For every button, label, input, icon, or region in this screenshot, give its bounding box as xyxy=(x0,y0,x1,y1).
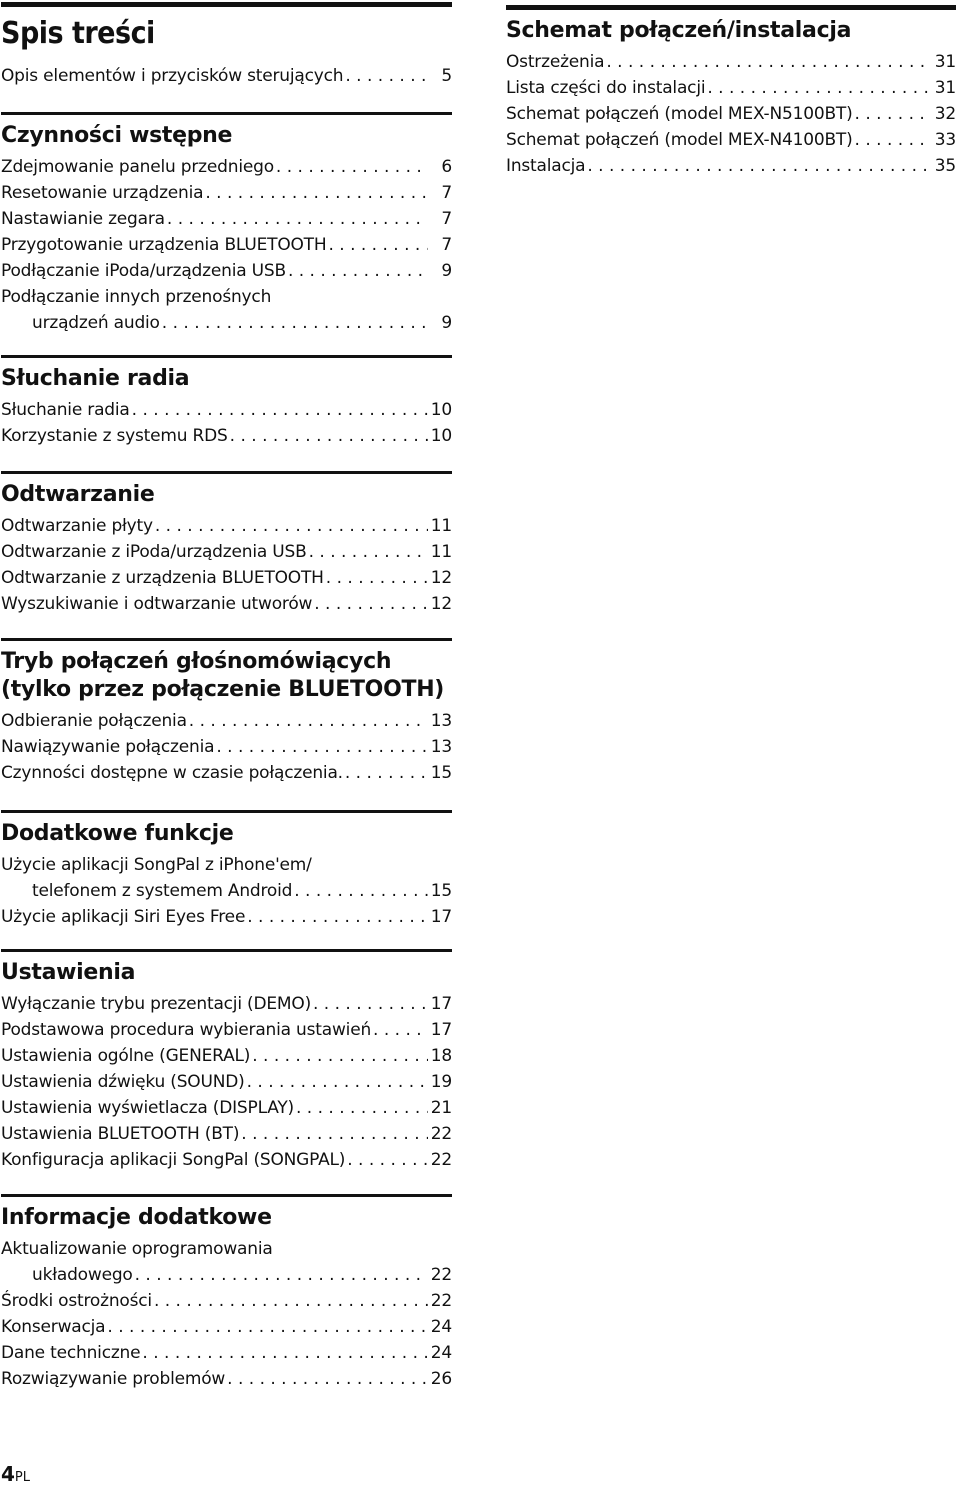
entry-title: Ustawienia ogólne (GENERAL) xyxy=(1,1046,251,1066)
entry-page: 17 xyxy=(430,907,452,927)
section-heading: Ustawienia xyxy=(1,960,136,985)
entry-page: 13 xyxy=(430,737,452,757)
section-heading: Odtwarzanie xyxy=(1,482,155,507)
entry-title: Konserwacja xyxy=(1,1317,106,1337)
entry-page: 6 xyxy=(441,157,452,177)
entry-page: 32 xyxy=(934,104,956,124)
toc-entry[interactable] xyxy=(1,591,452,617)
entry-page: 33 xyxy=(934,130,956,150)
entry-page: 9 xyxy=(441,261,452,281)
toc-entry[interactable] xyxy=(506,101,956,127)
toc-title: Spis treści xyxy=(1,16,155,51)
entry-title: Wyłączanie trybu prezentacji (DEMO) xyxy=(1,994,311,1014)
toc-entry[interactable] xyxy=(506,75,956,101)
entry-page: 11 xyxy=(430,542,452,562)
toc-entry[interactable] xyxy=(1,539,452,565)
toc-entry[interactable] xyxy=(1,878,452,904)
entry-title: Ustawienia wyświetlacza (DISPLAY) xyxy=(1,1098,294,1118)
entry-title: Ustawienia BLUETOOTH (BT) xyxy=(1,1124,240,1144)
toc-entry[interactable] xyxy=(1,1366,452,1392)
toc-entry[interactable] xyxy=(1,734,452,760)
entry-title-line2: urządzeń audio xyxy=(32,313,160,333)
toc-entry[interactable] xyxy=(1,1017,452,1043)
toc-entry[interactable] xyxy=(506,153,956,179)
entry-title: Korzystanie z systemu RDS xyxy=(1,426,228,446)
entry-title: Użycie aplikacji Siri Eyes Free xyxy=(1,907,246,927)
entry-title: Czynności dostępne w czasie połączenia. xyxy=(1,763,343,783)
entry-page: 17 xyxy=(430,994,452,1014)
entry-title: Słuchanie radia xyxy=(1,400,130,420)
entry-title: Nawiązywanie połączenia xyxy=(1,737,215,757)
toc-entry[interactable] xyxy=(1,63,452,89)
entry-page: 22 xyxy=(430,1150,452,1170)
toc-entry[interactable] xyxy=(1,708,452,734)
entry-page: 15 xyxy=(430,763,452,783)
toc-intro-section xyxy=(1,2,452,89)
toc-entry[interactable] xyxy=(506,49,956,75)
entry-page: 9 xyxy=(441,313,452,333)
entry-title: Odbieranie połączenia xyxy=(1,711,187,731)
section-heading: Informacje dodatkowe xyxy=(1,1205,272,1230)
section-dodatkowe xyxy=(1,810,452,930)
entry-page: 13 xyxy=(430,711,452,731)
entry-title: Zdejmowanie panelu przedniego xyxy=(1,157,274,177)
entry-page: 12 xyxy=(430,594,452,614)
language-code: PL xyxy=(14,1470,31,1485)
section-heading: Czynności wstępne xyxy=(1,123,233,148)
entry-page: 26 xyxy=(430,1369,452,1389)
entry-title-line1[interactable]: Aktualizowanie oprogramowania xyxy=(1,1239,273,1259)
entry-page: 10 xyxy=(430,426,452,446)
page-footer xyxy=(1,1462,30,1486)
toc-entry[interactable] xyxy=(1,904,452,930)
entry-title-line2: układowego xyxy=(32,1265,133,1285)
section-heading: Słuchanie radia xyxy=(1,366,190,391)
section-ustawienia xyxy=(1,949,452,1173)
toc-entry[interactable] xyxy=(1,1340,452,1366)
entry-page: 24 xyxy=(430,1343,452,1363)
entry-title: Środki ostrożności xyxy=(1,1291,152,1311)
entry-title: Ostrzeżenia xyxy=(506,52,605,72)
section-odtwarzanie xyxy=(1,471,452,617)
entry-page: 17 xyxy=(430,1020,452,1040)
section-schemat xyxy=(506,5,956,179)
entry-page: 35 xyxy=(934,156,956,176)
entry-title: Rozwiązywanie problemów xyxy=(1,1369,226,1389)
entry-title: Odtwarzanie płyty xyxy=(1,516,153,536)
toc-entry[interactable] xyxy=(1,1095,452,1121)
toc-entry[interactable] xyxy=(1,1121,452,1147)
entry-page: 21 xyxy=(430,1098,452,1118)
entry-page: 22 xyxy=(430,1124,452,1144)
entry-title: Schemat połączeń (model MEX-N5100BT) xyxy=(506,104,853,124)
toc-entry[interactable] xyxy=(1,232,452,258)
entry-page: 31 xyxy=(934,52,956,72)
toc-entry[interactable] xyxy=(1,180,452,206)
entry-page: 18 xyxy=(430,1046,452,1066)
entry-page: 31 xyxy=(934,78,956,98)
entry-title-line1[interactable]: Podłączanie innych przenośnych xyxy=(1,287,272,307)
toc-entry[interactable] xyxy=(1,991,452,1017)
entry-title: Odtwarzanie z iPoda/urządzenia USB xyxy=(1,542,307,562)
toc-entry[interactable] xyxy=(1,1314,452,1340)
entry-page: 11 xyxy=(430,516,452,536)
entry-page: 12 xyxy=(430,568,452,588)
entry-title: Dane techniczne xyxy=(1,1343,141,1363)
entry-page: 7 xyxy=(441,209,452,229)
toc-entry[interactable] xyxy=(1,513,452,539)
entry-title: Instalacja xyxy=(506,156,586,176)
toc-entry[interactable] xyxy=(1,423,452,449)
toc-entry[interactable] xyxy=(1,1147,452,1173)
entry-title: Resetowanie urządzenia xyxy=(1,183,204,203)
entry-title: Ustawienia dźwięku (SOUND) xyxy=(1,1072,245,1092)
entry-title: Schemat połączeń (model MEX-N4100BT) xyxy=(506,130,853,150)
toc-entry[interactable] xyxy=(1,397,452,423)
section-czynnosci xyxy=(1,112,452,336)
entry-page: 19 xyxy=(430,1072,452,1092)
section-heading-line2: (tylko przez połączenie BLUETOOTH) xyxy=(1,677,445,702)
page-number: 4 xyxy=(1,1462,15,1486)
section-heading: Schemat połączeń/instalacja xyxy=(506,18,852,43)
entry-title: Podłączanie iPoda/urządzenia USB xyxy=(1,261,286,281)
entry-title-line2: telefonem z systemem Android xyxy=(32,881,293,901)
entry-page: 5 xyxy=(441,66,452,86)
entry-page: 7 xyxy=(441,183,452,203)
entry-title: Opis elementów i przycisków sterujących xyxy=(1,66,344,86)
entry-page: 7 xyxy=(441,235,452,255)
entry-title: Nastawianie zegara xyxy=(1,209,165,229)
toc-entry[interactable] xyxy=(506,127,956,153)
section-radio xyxy=(1,355,452,449)
entry-title: Lista części do instalacji xyxy=(506,78,706,98)
toc-entry[interactable] xyxy=(1,154,452,180)
toc-entry[interactable] xyxy=(1,1288,452,1314)
toc-entry[interactable] xyxy=(1,760,452,786)
entry-title: Konfiguracja aplikacji SongPal (SONGPAL) xyxy=(1,1150,346,1170)
entry-page: 22 xyxy=(430,1265,452,1285)
entry-title: Odtwarzanie z urządzenia BLUETOOTH xyxy=(1,568,324,588)
section-heading: Tryb połączeń głośnomówiących xyxy=(1,649,392,674)
toc-entry[interactable] xyxy=(1,1262,452,1288)
entry-page: 15 xyxy=(430,881,452,901)
toc-entry[interactable] xyxy=(1,310,452,336)
entry-page: 24 xyxy=(430,1317,452,1337)
entry-page: 10 xyxy=(430,400,452,420)
toc-entry[interactable] xyxy=(1,565,452,591)
section-informacje xyxy=(1,1194,452,1392)
entry-title: Podstawowa procedura wybierania ustawień xyxy=(1,1020,372,1040)
toc-entry[interactable] xyxy=(1,206,452,232)
entry-title: Przygotowanie urządzenia BLUETOOTH xyxy=(1,235,327,255)
toc-entry[interactable] xyxy=(1,1069,452,1095)
toc-entry[interactable] xyxy=(1,1043,452,1069)
section-heading: Dodatkowe funkcje xyxy=(1,821,234,846)
toc-entry[interactable] xyxy=(1,258,452,284)
entry-title: Wyszukiwanie i odtwarzanie utworów xyxy=(1,594,313,614)
entry-title-line1[interactable]: Użycie aplikacji SongPal z iPhone'em/ xyxy=(1,855,312,875)
entry-page: 22 xyxy=(430,1291,452,1311)
section-tryb xyxy=(1,638,452,786)
